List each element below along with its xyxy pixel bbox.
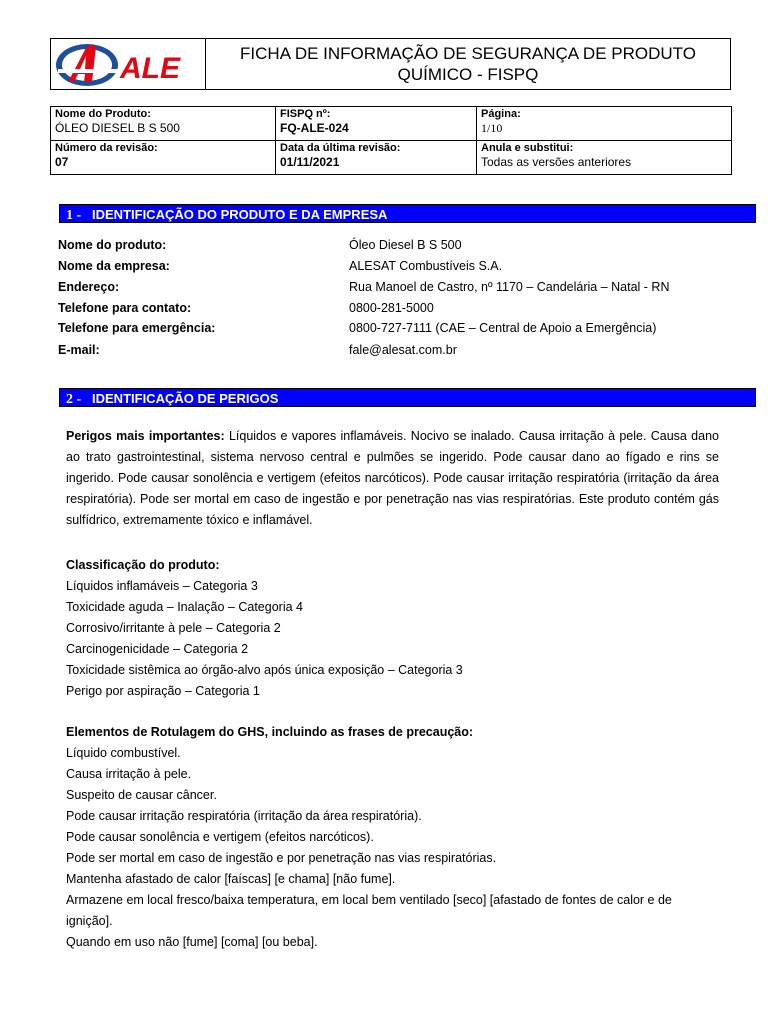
- list-item: Causa irritação à pele.: [66, 767, 192, 781]
- list-item: Pode ser mortal em caso de ingestão e por penetração nas vias respiratórias.: [66, 851, 497, 865]
- document-info-table: [50, 106, 732, 175]
- classification-block: [66, 555, 726, 702]
- hazards-text: Líquidos e vapores inflamáveis. Nocivo se inalado. Causa irritação à pele. Causa dano ao trato gastrointestinal, sistema nervoso central e pulmões se ingerido. Pode causar dano ao fígado e rins se ingerido. Pode causar sonolência e vertigem (efeitos narcóticos). Pode causar irritação respiratória (irritação da área respiratória). Pode ser mortal em caso de ingestão e por penetração nas vias respiratórias. Este produto contém gás sulfídrico, extremamente tóxico e inflamável.: [66, 429, 719, 527]
- section-2-title: IDENTIFICAÇÃO DE PERIGOS: [92, 391, 279, 406]
- list-item: Carcinogenicidade – Categoria 2: [66, 642, 249, 656]
- revision-value: 07: [55, 155, 69, 169]
- list-item: Pode causar sonolência e vertigem (efeitos narcóticos).: [66, 830, 374, 844]
- kv-value: 0800-281-5000: [349, 301, 434, 315]
- list-item: Toxicidade sistêmica ao órgão-alvo após única exposição – Categoria 3: [66, 663, 463, 677]
- kv-key: Nome do produto:: [58, 238, 167, 252]
- page-label: Página:: [481, 108, 521, 120]
- info-row: [51, 141, 732, 175]
- kv-key: Telefone para emergência:: [58, 321, 216, 335]
- revision-label: Número da revisão:: [55, 142, 158, 154]
- list-item: Toxicidade aguda – Inalação – Categoria 4: [66, 600, 303, 614]
- fispq-cell: [276, 107, 477, 141]
- section-1-number: 1 -: [66, 208, 82, 223]
- kv-key: E-mail:: [58, 343, 100, 357]
- section-2-number: 2 -: [66, 392, 82, 407]
- revision-cell: [51, 141, 276, 175]
- list-item: Suspeito de causar câncer.: [66, 788, 217, 802]
- section-2-heading: [59, 388, 756, 407]
- kv-value: Rua Manoel de Castro, nº 1170 – Candelária – Natal - RN: [349, 280, 670, 294]
- date-label: Data da última revisão:: [280, 142, 401, 154]
- fispq-value: FQ-ALE-024: [280, 121, 349, 135]
- ale-logo: [54, 42, 204, 88]
- page-cell: [477, 107, 732, 141]
- title-line-1: FICHA DE INFORMAÇÃO DE SEGURANÇA DE PRODUTO: [240, 44, 696, 63]
- fispq-label: FISPQ nº:: [280, 108, 331, 120]
- product-name-value: ÓLEO DIESEL B S 500: [55, 121, 180, 135]
- list-item: Pode causar irritação respiratória (irritação da área respiratória).: [66, 809, 422, 823]
- replaces-label: Anula e substitui:: [481, 142, 574, 154]
- replaces-cell: [477, 141, 732, 175]
- kv-value: 0800-727-7111 (CAE – Central de Apoio a Emergência): [349, 321, 657, 335]
- list-item: Perigo por aspiração – Categoria 1: [66, 684, 260, 698]
- ghs-block: [66, 722, 726, 953]
- svg-text:ALE: ALE: [120, 52, 180, 85]
- date-cell: [276, 141, 477, 175]
- list-item: Líquidos inflamáveis – Categoria 3: [66, 579, 258, 593]
- list-item: Quando em uso não [fume] [coma] [ou beba].: [66, 935, 318, 949]
- title-line-2: QUÍMICO - FISPQ: [397, 65, 539, 84]
- kv-key: Telefone para contato:: [58, 301, 192, 315]
- product-name-label: Nome do Produto:: [55, 108, 151, 120]
- logo-cell: [51, 39, 206, 89]
- ghs-heading: Elementos de Rotulagem do GHS, incluindo as frases de precaução:: [66, 725, 474, 739]
- kv-value: Óleo Diesel B S 500: [349, 238, 462, 252]
- section-1-heading: [59, 204, 756, 223]
- kv-value: fale@alesat.com.br: [349, 343, 457, 357]
- document-header: [50, 38, 731, 90]
- hazards-paragraph: [66, 426, 719, 531]
- list-item: Mantenha afastado de calor [faíscas] [e chama] [não fume].: [66, 872, 396, 886]
- hazards-label: Perigos mais importantes:: [66, 429, 225, 443]
- date-value: 01/11/2021: [280, 155, 340, 169]
- document-title: [206, 39, 730, 89]
- info-row: [51, 107, 732, 141]
- list-item: Armazene em local fresco/baixa temperatura, em local bem ventilado [seco] [afastado de fontes de calor e de ignição].: [66, 893, 672, 928]
- list-item: Corrosivo/irritante à pele – Categoria 2: [66, 621, 281, 635]
- section-1-title: IDENTIFICAÇÃO DO PRODUTO E DA EMPRESA: [92, 207, 388, 222]
- list-item: Líquido combustível.: [66, 746, 181, 760]
- product-name-cell: [51, 107, 276, 141]
- page-value: 1/10: [481, 121, 503, 135]
- replaces-value: Todas as versões anteriores: [481, 155, 632, 169]
- kv-value: ALESAT Combustíveis S.A.: [349, 259, 503, 273]
- classification-heading: Classificação do produto:: [66, 558, 220, 572]
- kv-key: Endereço:: [58, 280, 120, 294]
- kv-key: Nome da empresa:: [58, 259, 170, 273]
